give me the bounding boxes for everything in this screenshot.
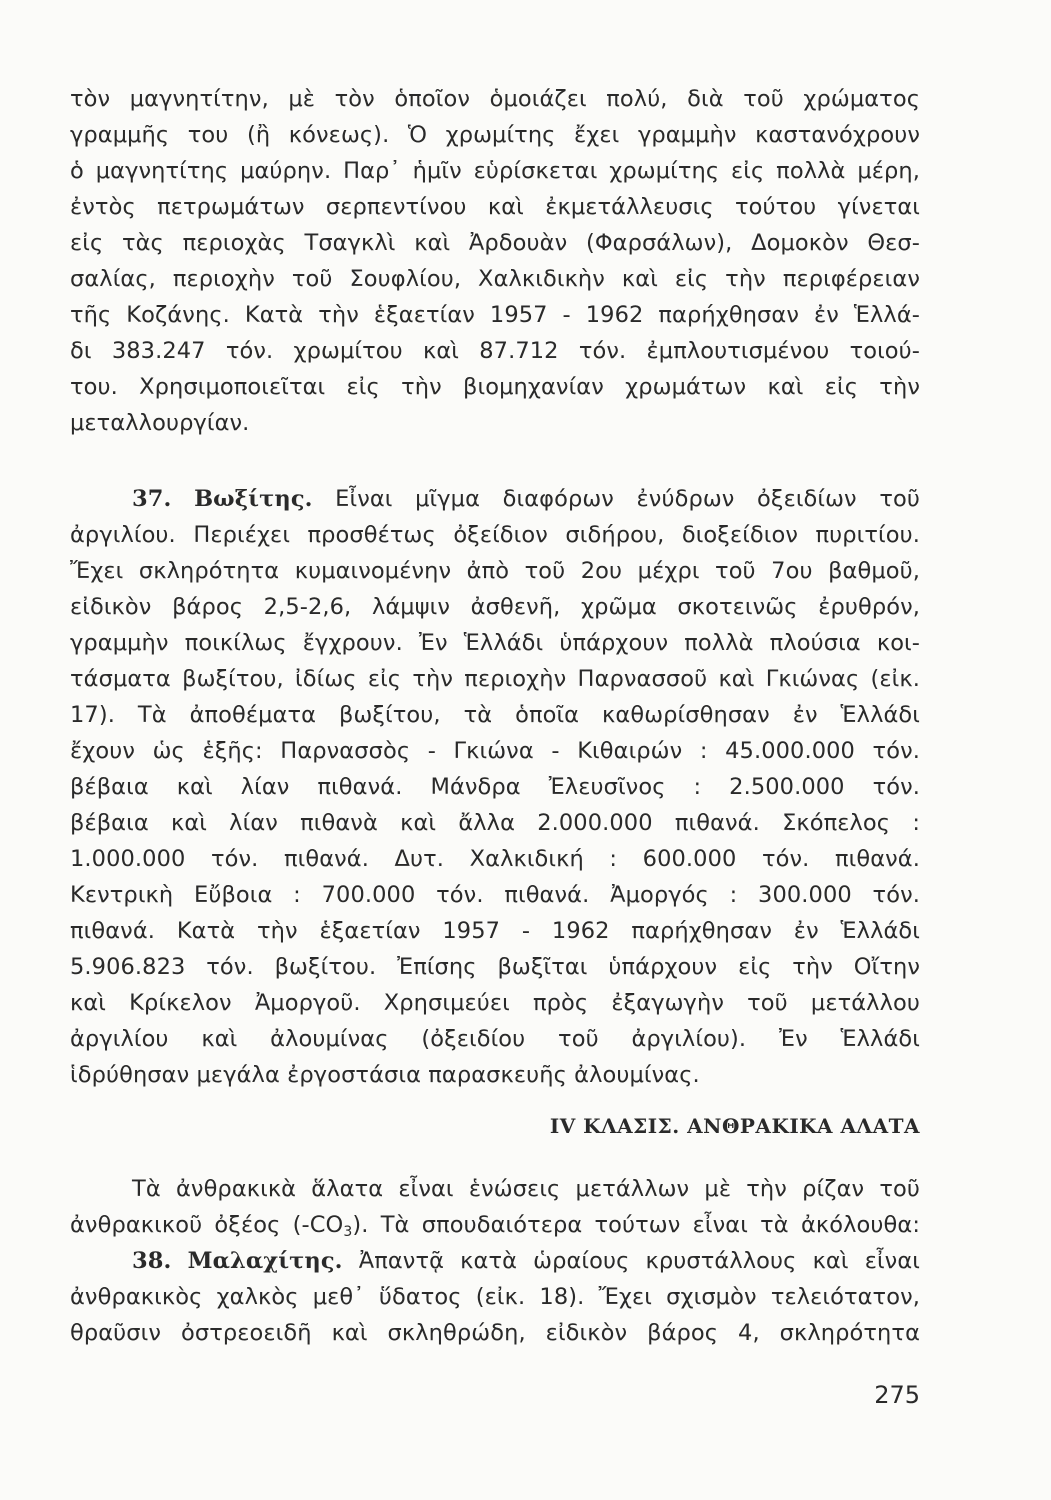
- text-line: γραμμῆς του (ἢ κόνεως). Ὁ χρωμίτης ἔχει γραμμὴν καστανόχρουν: [70, 122, 920, 148]
- text-line: Τὰ ἀνθρακικὰ ἅλατα εἶναι ἑνώσεις μετάλλων μὲ τὴν ρίζαν τοῦ: [132, 1176, 920, 1202]
- text-line: βέβαια καὶ λίαν πιθανὰ καὶ ἄλλα 2.000.000 πιθανά. Σκόπελος :: [70, 810, 920, 836]
- text-line: ἀργιλίου καὶ ἀλουμίνας (ὀξειδίου τοῦ ἀργιλίου). Ἐν Ἑλλάδι: [70, 1026, 920, 1052]
- entry-text: Ἀπαντᾷ κατὰ ὡραίους κρυστάλλους καὶ εἶναι: [358, 1248, 920, 1274]
- text-line: Κεντρικὴ Εὔβοια : 700.000 τόν. πιθανά. Ἀμοργός : 300.000 τόν.: [70, 882, 920, 908]
- entry-first-line: [132, 1246, 920, 1276]
- text-line: πιθανά. Κατὰ τὴν ἑξαετίαν 1957 - 1962 παρήχθησαν ἐν Ἑλλάδι: [70, 918, 920, 944]
- text-line: ἀνθρακικὸς χαλκὸς μεθ᾽ ὕδατος (εἰκ. 18). Ἔχει σχισμὸν τελειότατον,: [70, 1284, 920, 1310]
- text-line: δι 383.247 τόν. χρωμίτου καὶ 87.712 τόν. ἐμπλουτισμένου τοιού-: [70, 338, 920, 364]
- text-line: ἔχουν ὡς ἑξῆς: Παρνασσὸς - Γκιώνα - Κιθαιρών : 45.000.000 τόν.: [70, 738, 920, 764]
- text-line: ὁ μαγνητίτης μαύρην. Παρ᾽ ἡμῖν εὑρίσκεται χρωμίτης εἰς πολλὰ μέρη,: [70, 158, 920, 184]
- text-line: γραμμὴν ποικίλως ἔγχρουν. Ἐν Ἑλλάδι ὑπάρχουν πολλὰ πλούσια κοι-: [70, 630, 920, 656]
- text-line: 17). Τὰ ἀποθέματα βωξίτου, τὰ ὁποῖα καθωρίσθησαν ἐν Ἑλλάδι: [70, 702, 920, 728]
- text-line: Ἔχει σκληρότητα κυμαινομένην ἀπὸ τοῦ 2ου μέχρι τοῦ 7ου βαθμοῦ,: [70, 558, 920, 584]
- text-line: του. Χρησιμοποιεῖται εἰς τὴν βιομηχανίαν χρωμάτων καὶ εἰς τὴν: [70, 374, 920, 400]
- text-line: ἀργιλίου. Περιέχει προσθέτως ὀξείδιον σιδήρου, διοξείδιον πυριτίου.: [70, 522, 920, 548]
- text-line: εἰς τὰς περιοχὰς Τσαγκλὶ καὶ Ἀρδουὰν (Φαρσάλων), Δομοκὸν Θεσ-: [70, 230, 920, 256]
- text-line: θραῦσιν ὀστρεοειδῆ καὶ σκληθρώδη, εἰδικὸν βάρος 4, σκληρότητα: [70, 1320, 920, 1346]
- entry-first-line: [132, 484, 920, 514]
- page-number: 275: [874, 1381, 920, 1409]
- text-line: σαλίας, περιοχὴν τοῦ Σουφλίου, Χαλκιδικὴν καὶ εἰς τὴν περιφέρειαν: [70, 266, 920, 292]
- entry-number: 38.: [132, 1248, 172, 1274]
- entry-name: Βωξίτης.: [194, 486, 313, 512]
- text-line: καὶ Κρίκελον Ἀμοργοῦ. Χρησιμεύει πρὸς ἐξαγωγὴν τοῦ μετάλλου: [70, 990, 920, 1016]
- text-line: μεταλλουργίαν.: [70, 410, 250, 436]
- entry-number: 37.: [132, 486, 172, 512]
- intro-text: ἀνθρακικοῦ ὀξέος (-CO: [70, 1212, 344, 1238]
- entry-name: Μαλαχίτης.: [187, 1248, 343, 1274]
- text-line: ἐντὸς πετρωμάτων σερπεντίνου καὶ ἐκμετάλλευσις τούτου γίνεται: [70, 194, 920, 220]
- intro-text: ). Τὰ σπουδαιότερα τούτων εἶναι τὰ ἀκόλουθα:: [352, 1212, 920, 1238]
- text-line: τάσματα βωξίτου, ἰδίως εἰς τὴν περιοχὴν Παρνασσοῦ καὶ Γκιώνας (εἰκ.: [70, 666, 920, 692]
- text-line: 5.906.823 τόν. βωξίτου. Ἐπίσης βωξῖται ὑπάρχουν εἰς τὴν Οἴτην: [70, 954, 920, 980]
- text-line: [70, 1210, 920, 1247]
- text-line: βέβαια καὶ λίαν πιθανά. Μάνδρα Ἐλευσῖνος : 2.500.000 τόν.: [70, 774, 920, 800]
- text-line: ἱδρύθησαν μεγάλα ἐργοστάσια παρασκευῆς ἀλουμίνας.: [70, 1062, 700, 1088]
- text-line: τῆς Κοζάνης. Κατὰ τὴν ἑξαετίαν 1957 - 1962 παρήχθησαν ἐν Ἑλλά-: [70, 302, 920, 328]
- section-heading: IV ΚΛΑΣΙΣ. ΑΝΘΡΑΚΙΚΑ ΑΛΑΤΑ: [549, 1114, 920, 1138]
- entry-text: Εἶναι μῖγμα διαφόρων ἐνύδρων ὀξειδίων τοῦ: [335, 486, 920, 512]
- text-line: εἰδικὸν βάρος 2,5-2,6, λάμψιν ἀσθενῆ, χρῶμα σκοτεινῶς ἐρυθρόν,: [70, 594, 920, 620]
- text-line: τὸν μαγνητίτην, μὲ τὸν ὁποῖον ὁμοιάζει πολύ, διὰ τοῦ χρώματος: [70, 86, 920, 112]
- subscript: 3: [343, 1224, 353, 1240]
- text-line: 1.000.000 τόν. πιθανά. Δυτ. Χαλκιδική : 600.000 τόν. πιθανά.: [70, 846, 920, 872]
